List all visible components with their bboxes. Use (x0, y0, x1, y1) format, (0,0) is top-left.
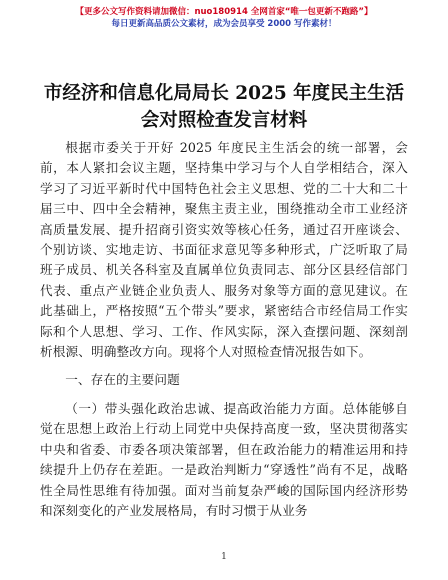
section-heading: 一、存在的主要问题 (65, 372, 180, 388)
banner-line-1: 【更多公文写作资料请加微信：nuo180914 全网首家“唯一包更新不跑路”】 (75, 7, 373, 17)
promo-banner (0, 6, 448, 30)
body-paragraph: （一）带头强化政治忠诚、提高政治能力方面。总体能够自觉在思想上政治上行动上同党中央保持高度一致，坚决贯彻落实中央和省委、市委各项决策部署，但在政治能力的精准运用和持续提升上仍存在差距。一是政治判断力“穿透性”尚有不足，战略性全局性思维有待加强。面对当前复杂严峻的国际国内经济形势和深刻变化的产业发展格局，有时习惯于从业务 (40, 400, 408, 518)
intro-paragraph: 根据市委关于开好 2025 年度民主生活会的统一部署，会前，本人紧扣会议主题，坚持集中学习与个人自学相结合，深入学习了习近平新时代中国特色社会主义思想、党的二十大和二十届三中、四中全会精神，聚焦主责主业，围绕推动全市工业经济高质量发展、提升招商引资实效等核心任务，通过召开座谈会、个别访谈、实地走访、书面征求意见等多种形式，广泛听取了局班子成员、机关各科室及直属单位负责同志、部分区县经信部门代表、重点产业链企业负责人、服务对象等方面的意见建议。在此基础上，严格按照“五个带头”要求，紧密结合市经信局工作实际和个人思想、学习、工作、作风实际，深入查摆问题、深刻剖析根源、明确整改方向。现将个人对照检查情况报告如下。 (40, 140, 408, 360)
page-number: 1 (221, 552, 227, 562)
document-title: 市经济和信息化局局长 2025 年度民主生活会对照检查发言材料 (43, 83, 405, 131)
document-body (40, 138, 408, 521)
banner-line-2: 每日更新高品质公文素材，成为会员享受 2000 写作素材！ (111, 19, 337, 29)
